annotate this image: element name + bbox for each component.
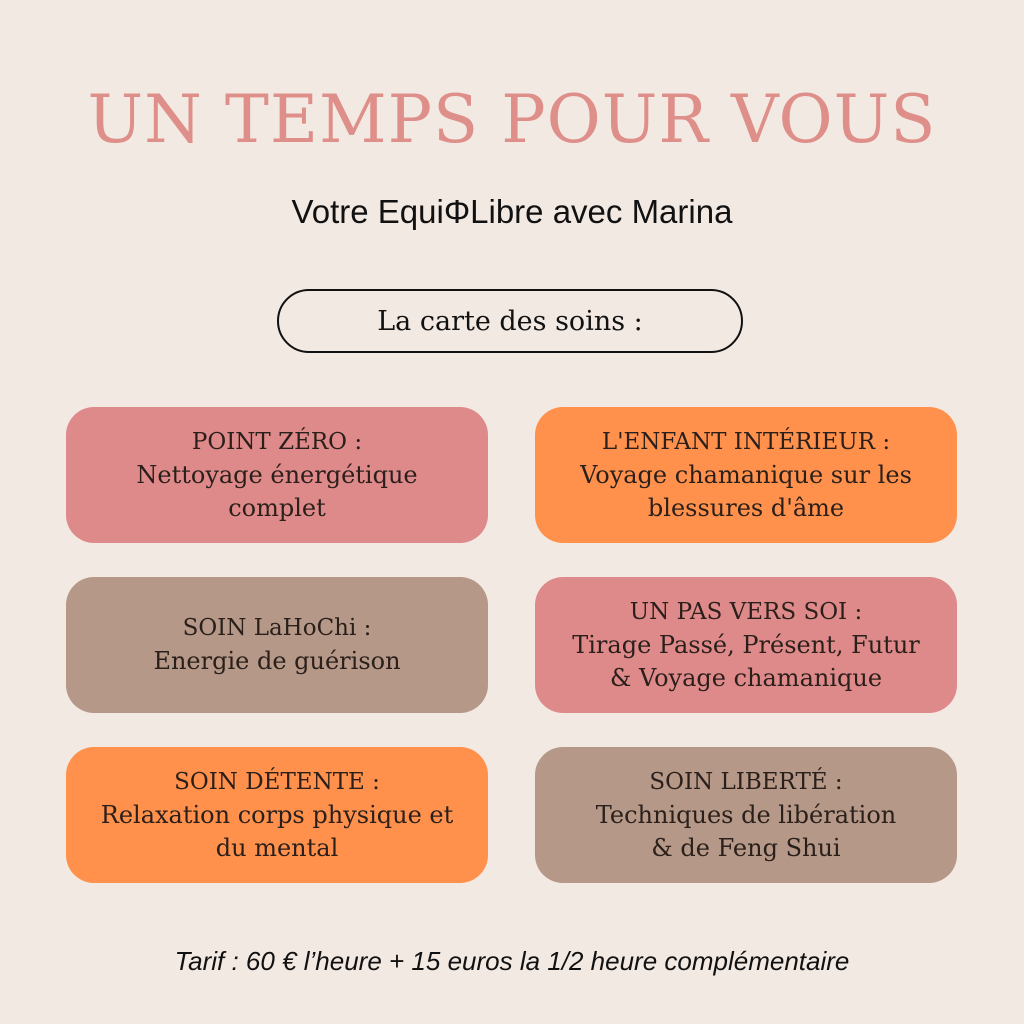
page-subtitle: Votre EquiΦLibre avec Marina xyxy=(291,193,733,230)
service-card-title: POINT ZÉRO : xyxy=(191,428,363,455)
service-card-description: blessures d'âme xyxy=(647,493,845,522)
service-card-description: Tirage Passé, Présent, Futur xyxy=(572,630,920,659)
service-card-liberte xyxy=(535,747,957,883)
service-card-description: Relaxation corps physique et xyxy=(100,800,454,829)
service-card-description: Techniques de libération xyxy=(595,800,897,829)
page-title: UN TEMPS POUR VOUS xyxy=(87,81,937,158)
section-label-pill xyxy=(277,289,743,353)
service-card-title: SOIN DÉTENTE : xyxy=(174,768,380,795)
service-card-description: Nettoyage énergétique xyxy=(136,460,418,489)
service-card-title: L'ENFANT INTÉRIEUR : xyxy=(601,428,891,455)
price-note: Tarif : 60 € l’heure + 15 euros la 1/2 heure complémentaire xyxy=(174,946,850,976)
service-card-enfant-interieur xyxy=(535,407,957,543)
service-card-un-pas-vers-soi xyxy=(535,577,957,713)
service-card-description: & Voyage chamanique xyxy=(609,663,883,692)
service-card-description: Energie de guérison xyxy=(153,647,401,675)
service-card-description: Voyage chamanique sur les xyxy=(580,460,912,489)
section-label: La carte des soins : xyxy=(377,305,643,337)
service-card-title: UN PAS VERS SOI : xyxy=(629,598,863,625)
service-card-description: & de Feng Shui xyxy=(651,833,841,862)
service-card-title: SOIN LaHoChi : xyxy=(182,615,372,641)
service-card-point-zero xyxy=(66,407,488,543)
service-card-description: du mental xyxy=(215,833,339,862)
service-card-title: SOIN LIBERTÉ : xyxy=(649,768,843,795)
service-card-lahochi xyxy=(66,577,488,713)
service-card-detente xyxy=(66,747,488,883)
service-card-description: complet xyxy=(228,493,326,522)
